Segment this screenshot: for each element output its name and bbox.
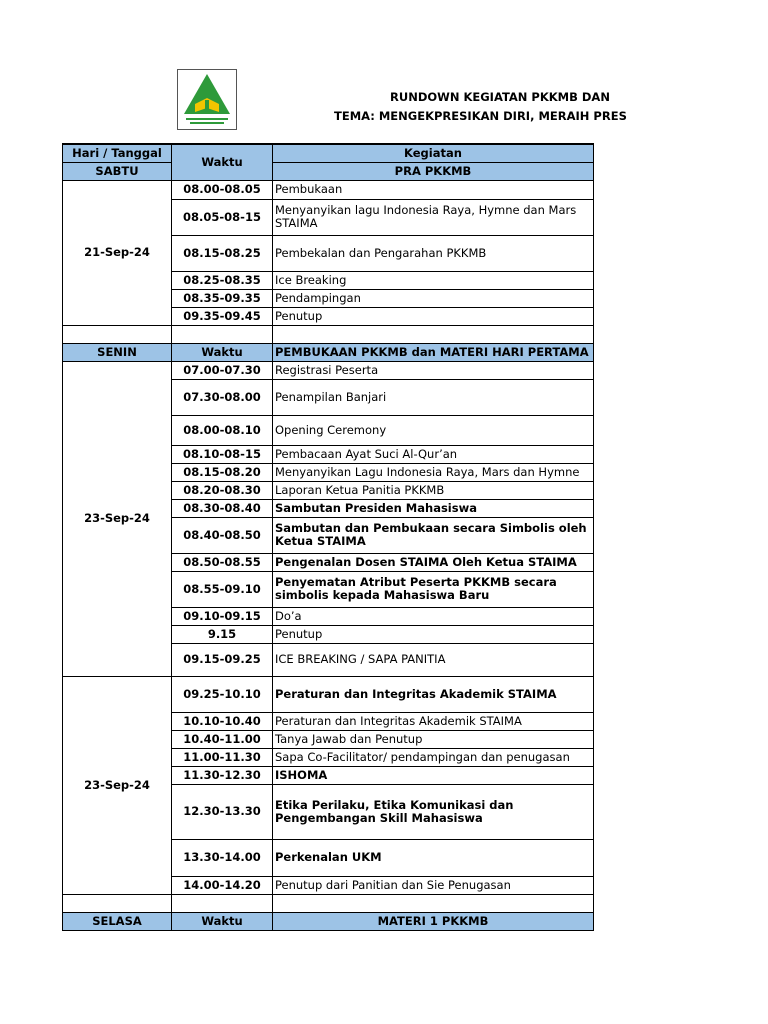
time-cell: 14.00-14.20 <box>172 876 273 894</box>
activity-cell: Sambutan dan Pembukaan secara Simbolis oleh Ketua STAIMA <box>273 517 594 553</box>
rundown-table <box>62 143 594 931</box>
time-cell: 08.10-08-15 <box>172 445 273 463</box>
activity-cell: Peraturan dan Integritas Akademik STAIMA <box>273 712 594 730</box>
time-cell: 08.55-09.10 <box>172 571 273 607</box>
header-day: Hari / Tanggal <box>63 144 172 162</box>
activity-cell: Pembekalan dan Pengarahan PKKMB <box>273 235 594 271</box>
empty-cell <box>273 325 594 343</box>
activity-cell: Perkenalan UKM <box>273 839 594 876</box>
date-cell: 23-Sep-24 <box>63 676 172 894</box>
header-time: Waktu <box>172 144 273 180</box>
activity-cell: Registrasi Peserta <box>273 361 594 379</box>
activity-cell: Penampilan Banjari <box>273 379 594 415</box>
activity-cell: Pengenalan Dosen STAIMA Oleh Ketua STAIMA <box>273 553 594 571</box>
activity-cell: ISHOMA <box>273 766 594 784</box>
activity-cell: Sambutan Presiden Mahasiswa <box>273 499 594 517</box>
time-cell: 9.15 <box>172 625 273 643</box>
time-cell: 09.25-10.10 <box>172 676 273 712</box>
activity-cell: Penutup dari Panitian dan Sie Penugasan <box>273 876 594 894</box>
empty-cell <box>172 894 273 912</box>
activity-cell: ICE BREAKING / SAPA PANITIA <box>273 643 594 676</box>
section-label: PEMBUKAAN PKKMB dan MATERI HARI PERTAMA <box>273 343 594 361</box>
activity-cell: Menyanyikan lagu Indonesia Raya, Hymne dan Mars STAIMA <box>273 199 594 235</box>
time-cell: 08.20-08.30 <box>172 481 273 499</box>
document-title: RUNDOWN KEGIATAN PKKMB DAN <box>390 90 610 104</box>
time-cell: 07.00-07.30 <box>172 361 273 379</box>
activity-cell: Peraturan dan Integritas Akademik STAIMA <box>273 676 594 712</box>
day-label: SENIN <box>63 343 172 361</box>
time-cell: 11.00-11.30 <box>172 748 273 766</box>
date-cell: 21-Sep-24 <box>63 180 172 325</box>
time-cell: 10.10-10.40 <box>172 712 273 730</box>
time-cell: 08.15-08.20 <box>172 463 273 481</box>
time-header: Waktu <box>172 912 273 930</box>
activity-cell: Pembukaan <box>273 180 594 199</box>
section-label: PRA PKKMB <box>273 162 594 180</box>
activity-cell: Pendampingan <box>273 289 594 307</box>
time-cell: 08.05-08-15 <box>172 199 273 235</box>
institution-logo <box>177 69 237 130</box>
activity-cell: Penutup <box>273 307 594 325</box>
activity-cell: Pembacaan Ayat Suci Al-Qur’an <box>273 445 594 463</box>
empty-cell <box>273 894 594 912</box>
time-cell: 09.15-09.25 <box>172 643 273 676</box>
activity-cell: Opening Ceremony <box>273 415 594 445</box>
time-cell: 08.15-08.25 <box>172 235 273 271</box>
section-label: MATERI 1 PKKMB <box>273 912 594 930</box>
document-theme: TEMA: MENGEKPRESIKAN DIRI, MERAIH PRES <box>334 109 627 123</box>
activity-cell: Penutup <box>273 625 594 643</box>
activity-cell: Tanya Jawab dan Penutup <box>273 730 594 748</box>
date-cell: 23-Sep-24 <box>63 361 172 676</box>
time-cell: 10.40-11.00 <box>172 730 273 748</box>
activity-cell: Menyanyikan Lagu Indonesia Raya, Mars dan Hymne <box>273 463 594 481</box>
time-cell: 13.30-14.00 <box>172 839 273 876</box>
time-cell: 08.30-08.40 <box>172 499 273 517</box>
activity-cell: Laporan Ketua Panitia PKKMB <box>273 481 594 499</box>
time-cell: 09.10-09.15 <box>172 607 273 625</box>
empty-cell <box>63 325 172 343</box>
time-cell: 11.30-12.30 <box>172 766 273 784</box>
header-activity: Kegiatan <box>273 144 594 162</box>
time-cell: 08.40-08.50 <box>172 517 273 553</box>
time-cell: 07.30-08.00 <box>172 379 273 415</box>
activity-cell: Penyematan Atribut Peserta PKKMB secara simbolis kepada Mahasiswa Baru <box>273 571 594 607</box>
activity-cell: Ice Breaking <box>273 271 594 289</box>
time-cell: 08.00-08.10 <box>172 415 273 445</box>
day-label: SELASA <box>63 912 172 930</box>
time-cell: 08.00-08.05 <box>172 180 273 199</box>
empty-cell <box>63 894 172 912</box>
time-cell: 08.25-08.35 <box>172 271 273 289</box>
time-header: Waktu <box>172 343 273 361</box>
activity-cell: Do’a <box>273 607 594 625</box>
empty-cell <box>172 325 273 343</box>
activity-cell: Etika Perilaku, Etika Komunikasi dan Pengembangan Skill Mahasiswa <box>273 784 594 839</box>
time-cell: 12.30-13.30 <box>172 784 273 839</box>
activity-cell: Sapa Co-Facilitator/ pendampingan dan penugasan <box>273 748 594 766</box>
time-cell: 09.35-09.45 <box>172 307 273 325</box>
time-cell: 08.35-09.35 <box>172 289 273 307</box>
day-label: SABTU <box>63 162 172 180</box>
time-cell: 08.50-08.55 <box>172 553 273 571</box>
